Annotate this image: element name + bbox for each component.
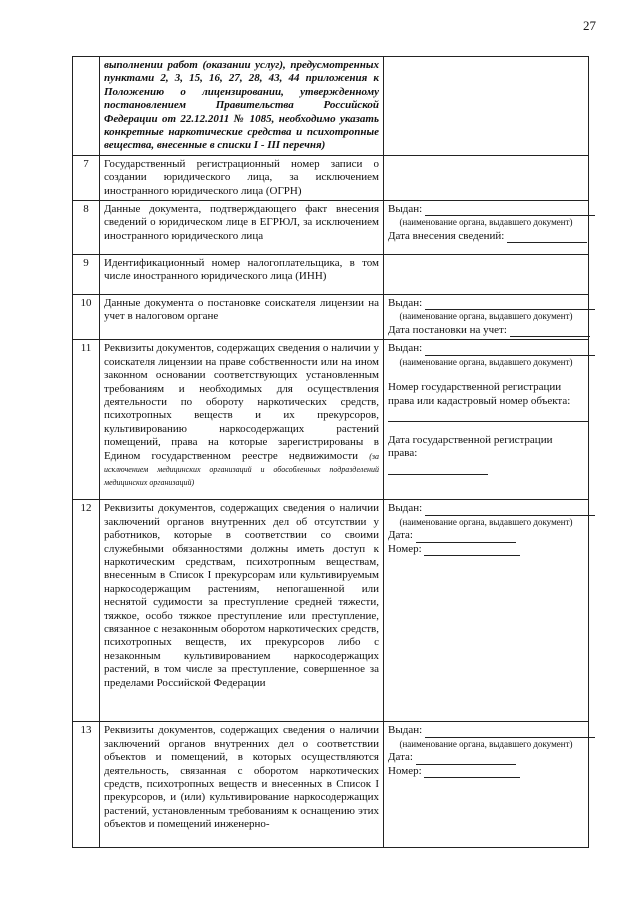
table-row [73, 57, 589, 156]
issued-field[interactable] [425, 504, 595, 516]
number-label: Номер: [388, 542, 422, 555]
issuer-caption: (наименование органа, выдавшего документ) [399, 217, 573, 228]
date-label: Дата: [388, 529, 413, 542]
row-fill-cell [384, 340, 589, 500]
application-form-table [72, 56, 589, 848]
issuer-caption: (наименование органа, выдавшего документ) [399, 738, 573, 749]
table-row [73, 295, 589, 340]
issued-label: Выдан: [388, 724, 423, 737]
row-description-continued: выполнении работ (оказании услуг), предусмотренных пунктами 2, 3, 15, 16, 27, 28, 43, 44 приложения к Положению о лицензировании, утвержденному постановлением Правительства Российской Федерации от 22.12.2011 № 1085, необходимо указать конкретные наркотические средства и психотропные вещества, внесенные в списки I - III перечня) [100, 57, 384, 156]
row-description: Реквизиты документов, содержащих сведения о наличии заключений органов внутренних дел о соответствии объектов и помещений, в которых осуществляются деятельность, связанная с оборотом наркотических средств, психотропных веществ и внесенных в Список I прекурсоров, и (или) культивирование наркосодержащих растений, установленным требованиям к оснащению этих объектов и помещений инженерно- [100, 722, 384, 848]
date-field[interactable] [510, 325, 590, 337]
issued-field[interactable] [425, 344, 595, 356]
row-number: 11 [73, 340, 100, 500]
row-fill-cell [384, 295, 589, 340]
row-fill-cell[interactable] [384, 255, 589, 295]
number-field[interactable] [424, 544, 520, 556]
row-number: 7 [73, 155, 100, 200]
row-number: 13 [73, 722, 100, 848]
row-fill-cell [384, 500, 589, 722]
issued-field[interactable] [425, 298, 595, 310]
issued-field[interactable] [425, 726, 595, 738]
row-fill-cell [384, 57, 589, 156]
table-row [73, 722, 589, 848]
issued-field[interactable] [425, 204, 595, 216]
table-row [73, 500, 589, 722]
row-description: Идентификационный номер налогоплательщика, в том числе иностранного юридического лица (ИНН) [100, 255, 384, 295]
issued-label: Выдан: [388, 342, 423, 355]
row-description: Данные документа о постановке соискателя лицензии на учет в налоговом органе [100, 295, 384, 340]
registration-number-field[interactable] [388, 410, 588, 422]
row-fill-cell [384, 201, 589, 255]
table-row [73, 155, 589, 200]
row-number: 8 [73, 201, 100, 255]
date-label: Дата: [388, 751, 413, 764]
issuer-caption: (наименование органа, выдавшего документ) [399, 311, 573, 322]
page-number: 27 [583, 18, 596, 33]
table-row [73, 340, 589, 500]
issued-label: Выдан: [388, 297, 423, 310]
row-description [100, 340, 384, 500]
row-number [73, 57, 100, 156]
number-label: Номер: [388, 764, 422, 777]
row-number: 12 [73, 500, 100, 722]
date-label: Дата постановки на учет: [388, 323, 507, 336]
issued-label: Выдан: [388, 502, 423, 515]
date-field[interactable] [416, 531, 516, 543]
row-fill-cell[interactable] [384, 155, 589, 200]
number-field[interactable] [424, 766, 520, 778]
registration-date-label: Дата государственной регистрации права: [388, 433, 553, 460]
row-description: Реквизиты документов, содержащих сведения о наличии заключений органов внутренних дел об отсутствии у работников, которые в соответствии со своими служебными обязанностями должны иметь доступ к наркотическим средствам, психотропным веществам, внесенным в Список I прекурсорам или культивируемым наркосодержащим растениям, непогашенной или неснятой судимости за преступление средней тяжести, тяжкое, особо тяжкое преступление или преступление, связанное с незаконным оборотом наркотических средств, психотропных веществ, их прекурсоров либо с незаконным культивированием наркосодержащих растений, в том числе за преступление, совершенное за пределами Российской Федерации [100, 500, 384, 722]
table-row [73, 201, 589, 255]
row-description: Данные документа, подтверждающего факт внесения сведений о юридическом лице в ЕГРЮЛ, за исключением иностранного юридического лица [100, 201, 384, 255]
issuer-caption: (наименование органа, выдавшего документ) [399, 516, 573, 527]
row-description-text: Реквизиты документов, содержащих сведения о наличии у соискателя лицензии на праве собственности или на ином законном основании соответствующих установленным требованиям и необходимых для осуществления деятельности по обороту наркотических средств, психотропных веществ и их прекурсоров, культивированию наркосодержащих растений помещений, права на которые зарегистрированы в Едином государственном реестре недвижимости [104, 342, 379, 462]
date-field[interactable] [507, 231, 587, 243]
registration-date-field[interactable] [388, 463, 488, 475]
issued-label: Выдан: [388, 203, 423, 216]
table-row [73, 255, 589, 295]
row-description-note: (за исключением медицинских организаций и обособленных подразделений медицинских организаций) [104, 451, 379, 488]
row-fill-cell [384, 722, 589, 848]
registration-number-label: Номер государственной регистрации права или кадастровый номер объекта: [388, 381, 571, 407]
row-number: 9 [73, 255, 100, 295]
row-description: Государственный регистрационный номер записи о создании юридического лица, за исключением иностранного юридического лица (ОГРН) [100, 155, 384, 200]
row-number: 10 [73, 295, 100, 340]
date-field[interactable] [416, 753, 516, 765]
date-label: Дата внесения сведений: [388, 229, 505, 242]
issuer-caption: (наименование органа, выдавшего документ) [399, 356, 573, 367]
